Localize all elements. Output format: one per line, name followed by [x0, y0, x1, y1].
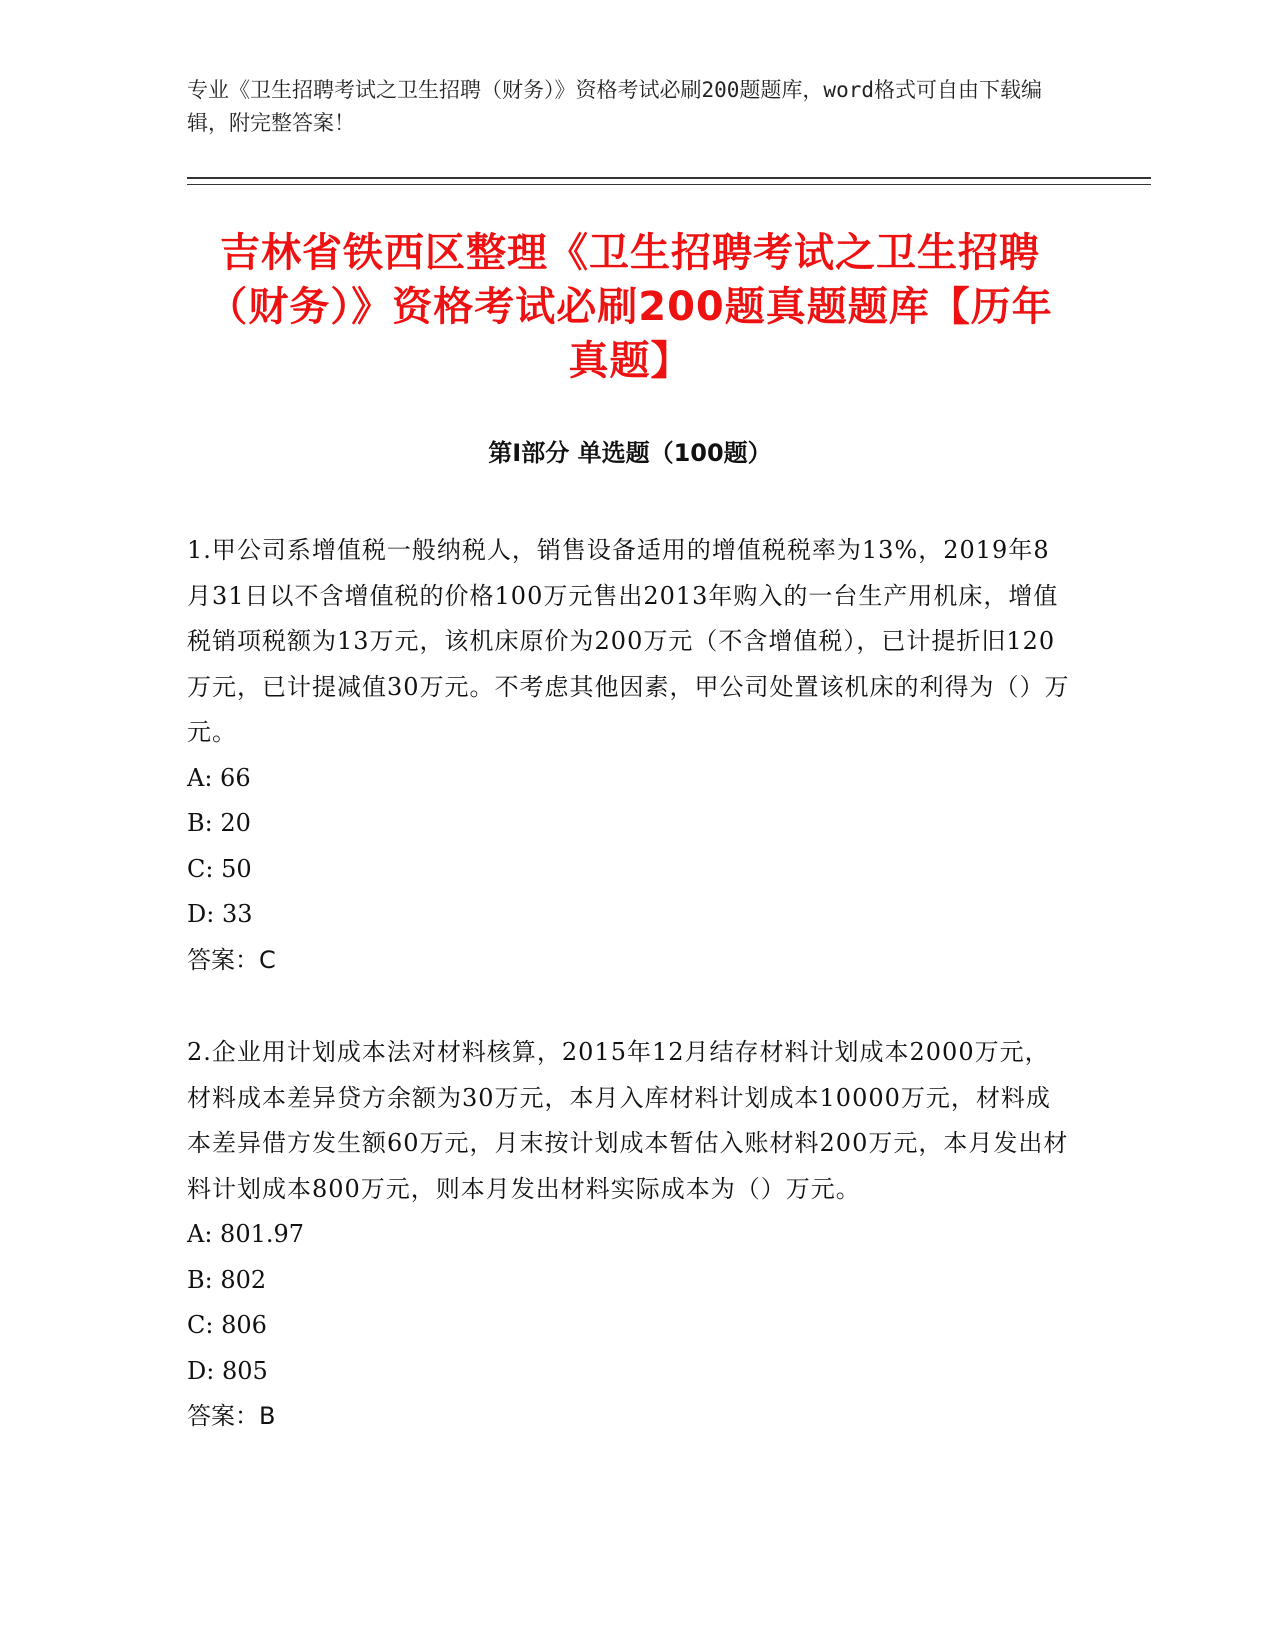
option-c: C: 806: [187, 1311, 267, 1339]
option-a: A: 801.97: [187, 1220, 305, 1248]
answer-line: 答案：C: [187, 945, 276, 974]
option-b: B: 802: [187, 1265, 267, 1294]
option-a: A: 66: [187, 763, 251, 792]
question-block: [187, 1030, 1073, 1440]
option-d: D: 33: [187, 900, 253, 928]
document-title: 吉林省铁西区整理《卫生招聘考试之卫生招聘（财务）》资格考试必刷200题真题题库【历年真题】: [207, 230, 1053, 384]
option-c: C: 50: [187, 854, 252, 883]
question-stem: 2.企业用计划成本法对材料核算，2015年12月结存材料计划成本2000万元，材料成本差异贷方余额为30万元，本月入库材料计划成本10000万元，材料成本差异借方发生额60万元，月末按计划成本暂估入账材料200万元，本月发出材料计划成本800万元，则本月发出材料实际成本为（）万元。: [187, 1038, 1069, 1203]
question-stem: 1.甲公司系增值税一般纳税人，销售设备适用的增值税税率为13%，2019年8月31日以不含增值税的价格100万元售出2013年购入的一台生产用机床，增值税销项税额为13万元，该机床原价为200万元（不含增值税），已计提折旧120万元，已计提减值30万元。不考虑其他因素，甲公司处置该机床的利得为（）万元。: [187, 536, 1070, 746]
header-divider-thin: [187, 184, 1151, 185]
section-title: 第I部分 单选题（100题）: [488, 439, 772, 467]
header-divider-thick: [187, 177, 1151, 179]
answer-line: 答案：B: [187, 1402, 276, 1430]
option-d: D: 805: [187, 1356, 268, 1385]
header-note: 专业《卫生招聘考试之卫生招聘（财务）》资格考试必刷200题题库，word格式可自由下载编辑，附完整答案！: [187, 78, 1042, 135]
question-block: [187, 528, 1073, 983]
option-b: B: 20: [187, 809, 251, 837]
